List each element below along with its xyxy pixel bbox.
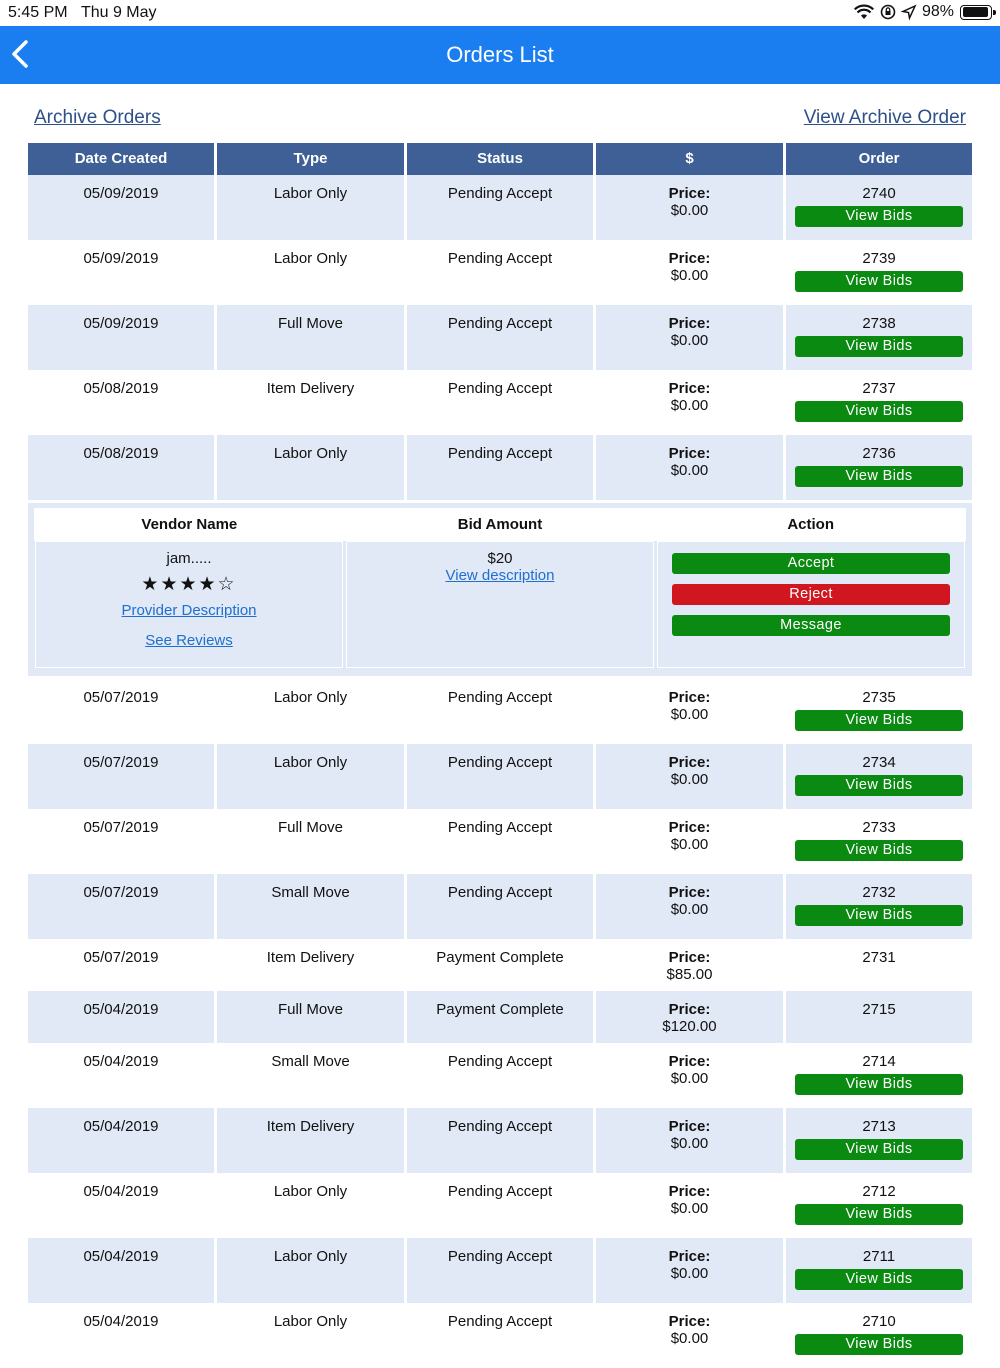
table-row <box>28 991 972 1043</box>
header-type: Type <box>217 143 404 175</box>
order-cell <box>786 1108 972 1173</box>
header-order: Order <box>786 143 972 175</box>
status-cell: Pending Accept <box>407 305 593 370</box>
price-cell <box>596 1108 783 1173</box>
price-label: Price: <box>668 1313 711 1330</box>
view-bids-button[interactable]: View Bids <box>795 775 963 796</box>
table-row <box>28 240 972 305</box>
order-number: 2735 <box>862 689 896 706</box>
price-cell <box>596 1043 783 1108</box>
price-cell <box>596 991 783 1043</box>
order-number: 2739 <box>862 250 896 267</box>
order-cell <box>786 1303 972 1368</box>
status-cell: Payment Complete <box>407 939 593 991</box>
battery-icon <box>960 5 992 20</box>
price-value: $0.00 <box>670 1200 709 1217</box>
view-bids-button[interactable]: View Bids <box>795 466 963 487</box>
table-row <box>28 305 972 370</box>
order-cell <box>786 1173 972 1238</box>
view-bids-button[interactable]: View Bids <box>795 905 963 926</box>
status-bar <box>0 0 1000 26</box>
order-number: 2738 <box>862 315 896 332</box>
view-bids-button[interactable]: View Bids <box>795 840 963 861</box>
view-bids-button[interactable]: View Bids <box>795 336 963 357</box>
type-cell: Labor Only <box>217 744 404 809</box>
price-value: $0.00 <box>670 901 709 918</box>
price-label: Price: <box>668 1053 711 1070</box>
status-cell: Pending Accept <box>407 240 593 305</box>
price-cell <box>596 809 783 874</box>
orders-table <box>28 143 972 1368</box>
table-row <box>28 1303 972 1368</box>
view-bids-button[interactable]: View Bids <box>795 710 963 731</box>
price-cell <box>596 1173 783 1238</box>
header-vendor-name: Vendor Name <box>141 516 238 533</box>
date-cell: 05/07/2019 <box>28 679 214 744</box>
date-cell: 05/04/2019 <box>28 1108 214 1173</box>
date-cell: 05/09/2019 <box>28 175 214 240</box>
action-cell <box>657 541 965 668</box>
order-cell <box>786 370 972 435</box>
order-cell <box>786 240 972 305</box>
table-row <box>28 435 972 500</box>
status-cell: Pending Accept <box>407 874 593 939</box>
price-value: $0.00 <box>670 332 709 349</box>
order-number: 2736 <box>862 445 896 462</box>
rows-top <box>28 175 972 500</box>
nav-bar <box>0 26 1000 84</box>
price-value: $0.00 <box>670 706 709 723</box>
status-cell: Pending Accept <box>407 1108 593 1173</box>
date-cell: 05/04/2019 <box>28 1043 214 1108</box>
date-cell: 05/07/2019 <box>28 809 214 874</box>
price-cell <box>596 874 783 939</box>
price-label: Price: <box>668 949 711 966</box>
date-cell: 05/04/2019 <box>28 1303 214 1368</box>
price-value: $0.00 <box>670 1330 709 1347</box>
price-cell <box>596 939 783 991</box>
order-number: 2731 <box>862 949 896 966</box>
table-row <box>28 679 972 744</box>
price-label: Price: <box>668 250 711 267</box>
table-row <box>28 744 972 809</box>
type-cell: Labor Only <box>217 1238 404 1303</box>
price-label: Price: <box>668 1248 711 1265</box>
archive-orders-link[interactable]: Archive Orders <box>34 107 161 128</box>
price-cell <box>596 435 783 500</box>
table-row <box>28 1108 972 1173</box>
see-reviews-link[interactable]: See Reviews <box>145 632 233 649</box>
type-cell: Full Move <box>217 991 404 1043</box>
status-cell: Pending Accept <box>407 679 593 744</box>
price-label: Price: <box>668 315 711 332</box>
table-row <box>28 1173 972 1238</box>
order-cell <box>786 939 972 991</box>
bid-amount: $20 <box>487 550 513 567</box>
bid-panel-inner <box>34 508 966 669</box>
date-cell: 05/09/2019 <box>28 240 214 305</box>
view-archive-order-link[interactable]: View Archive Order <box>803 107 966 128</box>
price-cell <box>596 240 783 305</box>
price-value: $0.00 <box>670 397 709 414</box>
price-value: $0.00 <box>670 1070 709 1087</box>
price-cell <box>596 1238 783 1303</box>
type-cell: Item Delivery <box>217 939 404 991</box>
type-cell: Labor Only <box>217 435 404 500</box>
price-cell <box>596 679 783 744</box>
header-bid-amount: Bid Amount <box>457 516 543 533</box>
view-bids-button[interactable]: View Bids <box>795 1074 963 1095</box>
price-cell <box>596 175 783 240</box>
date-cell: 05/08/2019 <box>28 435 214 500</box>
price-value: $0.00 <box>670 267 709 284</box>
header-action: Action <box>787 516 835 533</box>
order-cell <box>786 1238 972 1303</box>
price-value: $0.00 <box>670 771 709 788</box>
type-cell: Item Delivery <box>217 370 404 435</box>
order-number: 2740 <box>862 185 896 202</box>
order-cell <box>786 744 972 809</box>
table-row <box>28 874 972 939</box>
price-label: Price: <box>668 1183 711 1200</box>
price-value: $0.00 <box>670 1265 709 1282</box>
status-time: 5:45 PM Thu 9 May <box>8 4 157 21</box>
table-header <box>28 143 972 175</box>
bid-amount-cell <box>346 541 654 668</box>
order-number: 2715 <box>862 1001 896 1018</box>
date-cell: 05/07/2019 <box>28 874 214 939</box>
status-cell: Pending Accept <box>407 1303 593 1368</box>
price-value: $120.00 <box>662 1018 717 1035</box>
price-label: Price: <box>668 445 711 462</box>
order-cell <box>786 809 972 874</box>
price-cell <box>596 744 783 809</box>
status-icons <box>854 3 992 21</box>
price-label: Price: <box>668 689 711 706</box>
date-cell: 05/04/2019 <box>28 991 214 1043</box>
date-cell: 05/09/2019 <box>28 305 214 370</box>
status-cell: Pending Accept <box>407 435 593 500</box>
type-cell: Small Move <box>217 874 404 939</box>
price-cell <box>596 1303 783 1368</box>
order-cell <box>786 175 972 240</box>
reject-button[interactable]: Reject <box>672 584 950 605</box>
location-icon <box>902 5 916 19</box>
view-bids-button[interactable]: View Bids <box>795 1334 963 1355</box>
view-bids-button[interactable]: View Bids <box>795 401 963 422</box>
order-cell <box>786 874 972 939</box>
order-cell <box>786 305 972 370</box>
price-cell <box>596 370 783 435</box>
status-cell: Pending Accept <box>407 744 593 809</box>
order-cell <box>786 435 972 500</box>
provider-description-link[interactable]: Provider Description <box>121 602 257 619</box>
status-cell: Pending Accept <box>407 1238 593 1303</box>
price-label: Price: <box>668 884 711 901</box>
order-number: 2732 <box>862 884 896 901</box>
date-cell: 05/04/2019 <box>28 1173 214 1238</box>
price-value: $0.00 <box>670 1135 709 1152</box>
view-bids-button[interactable]: View Bids <box>795 1269 963 1290</box>
price-label: Price: <box>668 1001 711 1018</box>
price-label: Price: <box>668 754 711 771</box>
price-value: $0.00 <box>670 202 709 219</box>
page-title: Orders List <box>446 42 554 67</box>
order-cell <box>786 991 972 1043</box>
view-bids-button[interactable]: View Bids <box>795 271 963 292</box>
order-number: 2711 <box>862 1248 896 1265</box>
date-cell: 05/07/2019 <box>28 939 214 991</box>
order-number: 2714 <box>862 1053 896 1070</box>
bid-header <box>34 508 966 541</box>
order-cell <box>786 1043 972 1108</box>
header-price: $ <box>596 143 783 175</box>
price-label: Price: <box>668 819 711 836</box>
status-cell: Pending Accept <box>407 370 593 435</box>
message-button[interactable]: Message <box>672 615 950 636</box>
price-value: $0.00 <box>670 836 709 853</box>
table-row <box>28 1043 972 1108</box>
type-cell: Labor Only <box>217 175 404 240</box>
price-cell <box>596 305 783 370</box>
vendor-name: jam..... <box>166 550 212 567</box>
table-row <box>28 809 972 874</box>
price-label: Price: <box>668 380 711 397</box>
accept-button[interactable]: Accept <box>672 553 950 574</box>
view-bids-button[interactable]: View Bids <box>795 1139 963 1160</box>
order-number: 2713 <box>862 1118 896 1135</box>
table-row <box>28 1238 972 1303</box>
type-cell: Item Delivery <box>217 1108 404 1173</box>
order-cell <box>786 679 972 744</box>
status-cell: Payment Complete <box>407 991 593 1043</box>
order-number: 2712 <box>862 1183 896 1200</box>
order-number: 2734 <box>862 754 896 771</box>
price-label: Price: <box>668 1118 711 1135</box>
header-date-created: Date Created <box>28 143 214 175</box>
type-cell: Full Move <box>217 809 404 874</box>
price-value: $0.00 <box>670 462 709 479</box>
rows-bottom <box>28 679 972 1368</box>
view-bids-button[interactable]: View Bids <box>795 1204 963 1225</box>
status-cell: Pending Accept <box>407 1043 593 1108</box>
star-rating: ★★★★☆ <box>141 574 237 595</box>
type-cell: Labor Only <box>217 1173 404 1238</box>
header-status: Status <box>407 143 593 175</box>
price-value: $85.00 <box>666 966 713 983</box>
bid-panel <box>28 503 972 676</box>
table-row <box>28 939 972 991</box>
order-number: 2710 <box>862 1313 896 1330</box>
vendor-cell <box>35 541 343 668</box>
status-cell: Pending Accept <box>407 1173 593 1238</box>
type-cell: Labor Only <box>217 1303 404 1368</box>
status-cell: Pending Accept <box>407 175 593 240</box>
price-label: Price: <box>668 185 711 202</box>
view-bids-button[interactable]: View Bids <box>795 206 963 227</box>
status-cell: Pending Accept <box>407 809 593 874</box>
orientation-lock-icon <box>880 4 896 20</box>
date-cell: 05/04/2019 <box>28 1238 214 1303</box>
battery-percent: 98% <box>921 3 954 20</box>
type-cell: Full Move <box>217 305 404 370</box>
type-cell: Small Move <box>217 1043 404 1108</box>
wifi-icon <box>854 5 874 20</box>
table-row <box>28 175 972 240</box>
type-cell: Labor Only <box>217 240 404 305</box>
date-cell: 05/07/2019 <box>28 744 214 809</box>
type-cell: Labor Only <box>217 679 404 744</box>
order-number: 2733 <box>862 819 896 836</box>
date-cell: 05/08/2019 <box>28 370 214 435</box>
view-description-link[interactable]: View description <box>445 567 555 584</box>
table-row <box>28 370 972 435</box>
order-number: 2737 <box>862 380 896 397</box>
bid-row <box>34 541 966 669</box>
